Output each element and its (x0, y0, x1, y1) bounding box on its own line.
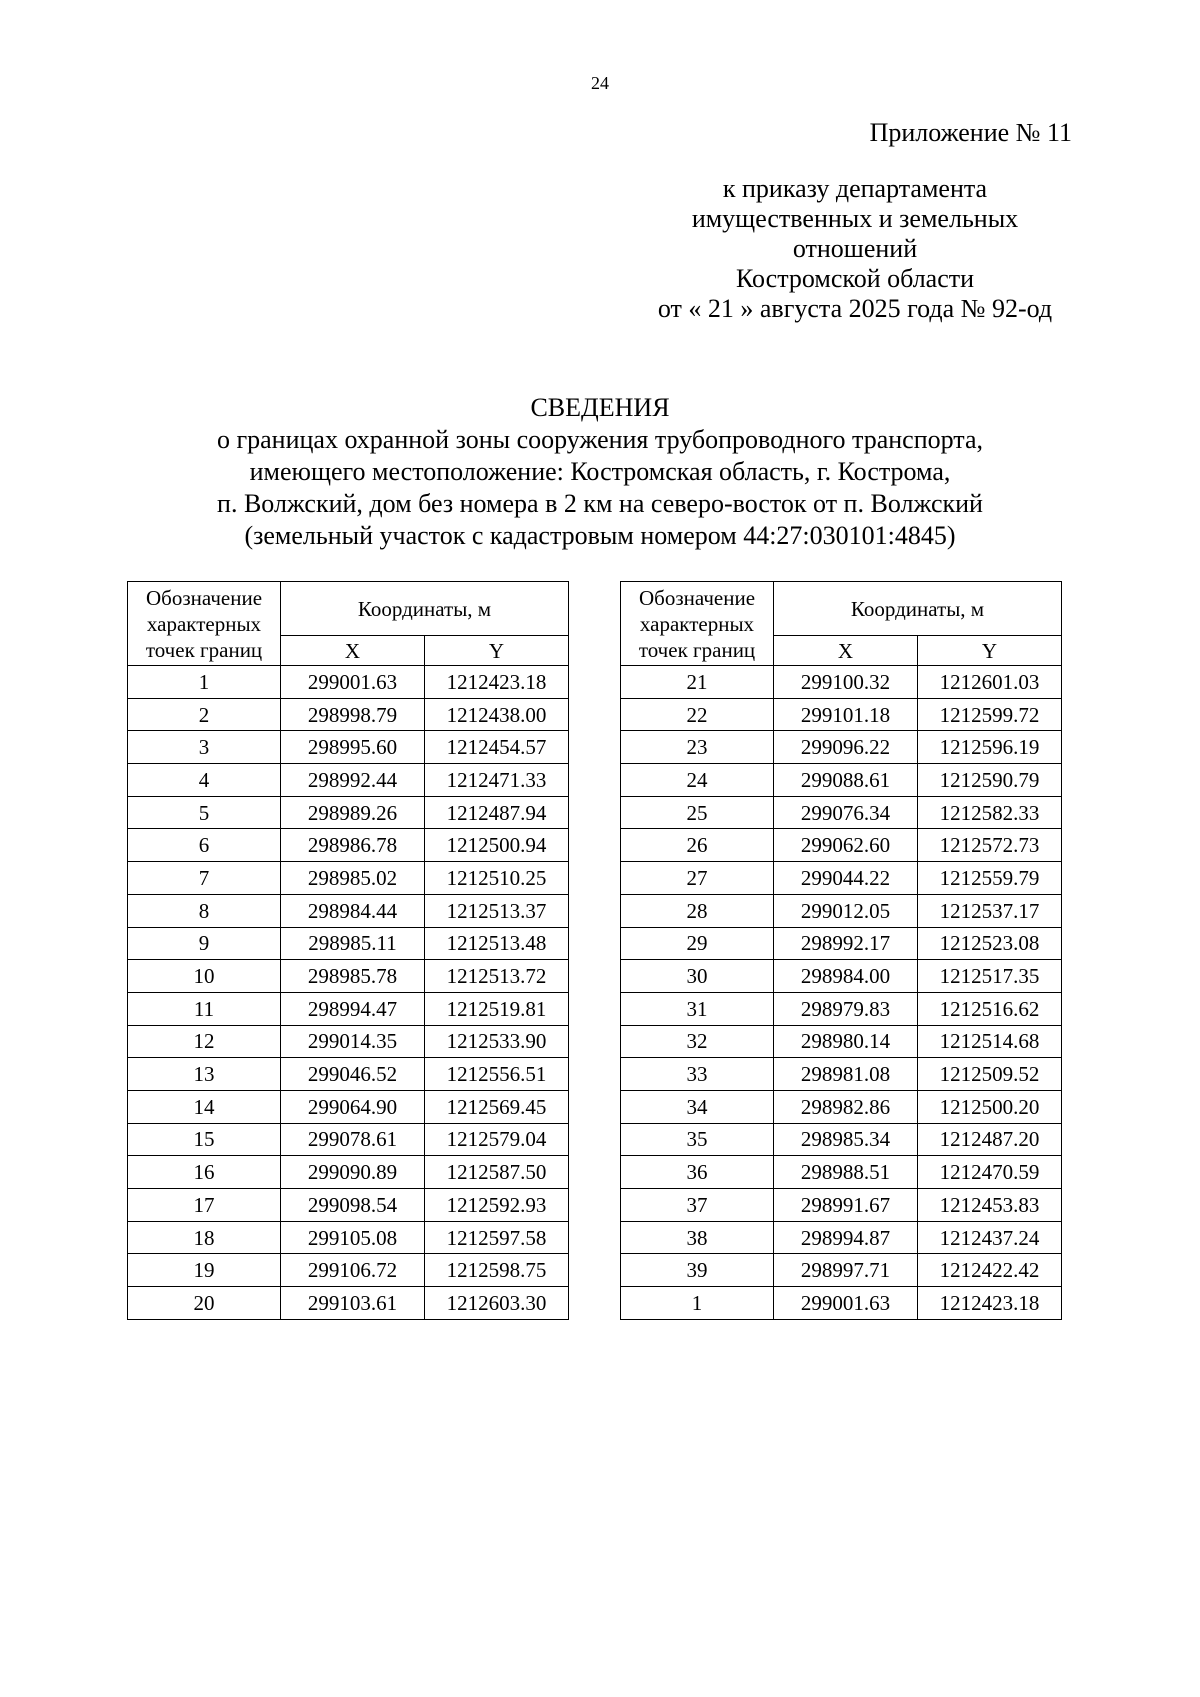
point-number-cell: 34 (621, 1090, 774, 1123)
point-number-cell: 36 (621, 1156, 774, 1189)
x-coordinate-cell: 299076.34 (774, 796, 918, 829)
table-row (128, 992, 569, 1025)
y-coordinate-cell: 1212572.73 (918, 829, 1062, 862)
y-coordinate-cell: 1212569.45 (425, 1090, 569, 1123)
table-row (621, 1221, 1062, 1254)
point-number-cell: 3 (128, 731, 281, 764)
y-coordinate-cell: 1212598.75 (425, 1254, 569, 1287)
x-coordinate-cell: 299064.90 (281, 1090, 425, 1123)
x-coordinate-cell: 299012.05 (774, 894, 918, 927)
y-coordinate-cell: 1212513.72 (425, 960, 569, 993)
point-number-cell: 15 (128, 1123, 281, 1156)
x-coordinate-cell: 298982.86 (774, 1090, 918, 1123)
x-coordinate-cell: 298994.87 (774, 1221, 918, 1254)
point-number-cell: 16 (128, 1156, 281, 1189)
order-reference (610, 174, 1100, 324)
y-coordinate-cell: 1212514.68 (918, 1025, 1062, 1058)
y-coordinate-cell: 1212601.03 (918, 666, 1062, 699)
table-row (128, 1221, 569, 1254)
point-number-cell: 17 (128, 1189, 281, 1222)
y-coordinate-cell: 1212587.50 (425, 1156, 569, 1189)
point-number-cell: 28 (621, 894, 774, 927)
point-number-cell: 32 (621, 1025, 774, 1058)
point-number-cell: 20 (128, 1287, 281, 1320)
point-number-cell: 1 (128, 666, 281, 699)
x-coordinate-cell: 299014.35 (281, 1025, 425, 1058)
point-number-cell: 11 (128, 992, 281, 1025)
y-coordinate-cell: 1212500.94 (425, 829, 569, 862)
coordinates-header: Координаты, м (774, 582, 1062, 636)
table-row (621, 1156, 1062, 1189)
y-coordinate-cell: 1212471.33 (425, 764, 569, 797)
order-ref-line: к приказу департамента (722, 174, 988, 203)
page-number: 24 (591, 73, 609, 93)
x-coordinate-cell: 298980.14 (774, 1025, 918, 1058)
x-coordinate-cell: 298985.34 (774, 1123, 918, 1156)
table-row (621, 1090, 1062, 1123)
y-coordinate-cell: 1212556.51 (425, 1058, 569, 1091)
point-number-cell: 31 (621, 992, 774, 1025)
table-row (621, 960, 1062, 993)
y-coordinate-cell: 1212519.81 (425, 992, 569, 1025)
table-row (128, 764, 569, 797)
x-header: X (281, 636, 425, 666)
point-number-cell: 29 (621, 927, 774, 960)
y-coordinate-cell: 1212592.93 (425, 1189, 569, 1222)
x-coordinate-cell: 299078.61 (281, 1123, 425, 1156)
y-header: Y (918, 636, 1062, 666)
x-coordinate-cell: 298985.02 (281, 862, 425, 895)
order-ref-line: отношений (792, 234, 918, 263)
x-coordinate-cell: 298994.47 (281, 992, 425, 1025)
heading-line: п. Волжский, дом без номера в 2 км на северо-восток от п. Волжский (217, 489, 983, 518)
table-row (128, 698, 569, 731)
table-row (621, 1254, 1062, 1287)
y-coordinate-cell: 1212422.42 (918, 1254, 1062, 1287)
y-coordinate-cell: 1212500.20 (918, 1090, 1062, 1123)
x-header: X (774, 636, 918, 666)
y-coordinate-cell: 1212590.79 (918, 764, 1062, 797)
table-row (128, 829, 569, 862)
table-row (621, 927, 1062, 960)
table-row (621, 764, 1062, 797)
point-number-cell: 7 (128, 862, 281, 895)
point-number-cell: 18 (128, 1221, 281, 1254)
x-coordinate-cell: 299090.89 (281, 1156, 425, 1189)
point-number-cell: 10 (128, 960, 281, 993)
y-coordinate-cell: 1212453.83 (918, 1189, 1062, 1222)
heading-line: о границах охранной зоны сооружения трубопроводного транспорта, (216, 425, 984, 454)
x-coordinate-cell: 299103.61 (281, 1287, 425, 1320)
x-coordinate-cell: 298992.44 (281, 764, 425, 797)
x-coordinate-cell: 298998.79 (281, 698, 425, 731)
x-coordinate-cell: 298985.11 (281, 927, 425, 960)
y-coordinate-cell: 1212487.94 (425, 796, 569, 829)
coordinates-table-left (127, 581, 569, 1320)
y-coordinate-cell: 1212513.37 (425, 894, 569, 927)
point-number-cell: 25 (621, 796, 774, 829)
y-coordinate-cell: 1212423.18 (425, 666, 569, 699)
y-coordinate-cell: 1212597.58 (425, 1221, 569, 1254)
point-number-cell: 30 (621, 960, 774, 993)
y-coordinate-cell: 1212599.72 (918, 698, 1062, 731)
x-coordinate-cell: 299106.72 (281, 1254, 425, 1287)
order-ref-line: Костромской области (735, 264, 975, 293)
appendix-title: Приложение № 11 (869, 118, 1072, 147)
table-row (621, 731, 1062, 764)
point-number-cell: 35 (621, 1123, 774, 1156)
table-row (128, 1090, 569, 1123)
point-number-cell: 13 (128, 1058, 281, 1091)
point-number-cell: 19 (128, 1254, 281, 1287)
point-number-cell: 9 (128, 927, 281, 960)
x-coordinate-cell: 298991.67 (774, 1189, 918, 1222)
table-row (128, 862, 569, 895)
y-coordinate-cell: 1212487.20 (918, 1123, 1062, 1156)
y-coordinate-cell: 1212510.25 (425, 862, 569, 895)
x-coordinate-cell: 299098.54 (281, 1189, 425, 1222)
heading-title: СВЕДЕНИЯ (530, 393, 670, 422)
table-row (621, 992, 1062, 1025)
x-coordinate-cell: 298984.00 (774, 960, 918, 993)
x-coordinate-cell: 298984.44 (281, 894, 425, 927)
point-number-cell: 2 (128, 698, 281, 731)
point-number-cell: 24 (621, 764, 774, 797)
x-coordinate-cell: 298988.51 (774, 1156, 918, 1189)
point-label-header: Обозначение характерных точек границ (621, 582, 774, 666)
table-row (621, 698, 1062, 731)
point-number-cell: 33 (621, 1058, 774, 1091)
y-coordinate-cell: 1212513.48 (425, 927, 569, 960)
table-row (128, 894, 569, 927)
order-ref-line: от « 21 » августа 2025 года № 92-од (657, 294, 1053, 323)
x-coordinate-cell: 298979.83 (774, 992, 918, 1025)
y-coordinate-cell: 1212603.30 (425, 1287, 569, 1320)
table-row (621, 796, 1062, 829)
point-number-cell: 6 (128, 829, 281, 862)
x-coordinate-cell: 299001.63 (774, 1287, 918, 1320)
table-row (621, 1123, 1062, 1156)
table-row (621, 829, 1062, 862)
table-row (621, 894, 1062, 927)
x-coordinate-cell: 298981.08 (774, 1058, 918, 1091)
y-coordinate-cell: 1212559.79 (918, 862, 1062, 895)
coordinates-header: Координаты, м (281, 582, 569, 636)
point-number-cell: 14 (128, 1090, 281, 1123)
table-row (128, 1156, 569, 1189)
x-coordinate-cell: 299100.32 (774, 666, 918, 699)
y-coordinate-cell: 1212533.90 (425, 1025, 569, 1058)
y-coordinate-cell: 1212517.35 (918, 960, 1062, 993)
y-coordinate-cell: 1212470.59 (918, 1156, 1062, 1189)
table-row (128, 1287, 569, 1320)
coordinates-table-right (620, 581, 1062, 1320)
x-coordinate-cell: 298986.78 (281, 829, 425, 862)
y-coordinate-cell: 1212438.00 (425, 698, 569, 731)
table-row (128, 960, 569, 993)
point-number-cell: 38 (621, 1221, 774, 1254)
x-coordinate-cell: 299096.22 (774, 731, 918, 764)
y-coordinate-cell: 1212437.24 (918, 1221, 1062, 1254)
heading-line: имеющего местоположение: Костромская область, г. Кострома, (249, 457, 951, 486)
table-row (621, 1058, 1062, 1091)
table-row (128, 927, 569, 960)
order-ref-line: имущественных и земельных (691, 204, 1019, 233)
point-number-cell: 23 (621, 731, 774, 764)
x-coordinate-cell: 298989.26 (281, 796, 425, 829)
x-coordinate-cell: 298992.17 (774, 927, 918, 960)
heading-line: (земельный участок с кадастровым номером 44:27:030101:4845) (244, 521, 956, 550)
y-coordinate-cell: 1212523.08 (918, 927, 1062, 960)
y-coordinate-cell: 1212582.33 (918, 796, 1062, 829)
table-row (621, 1287, 1062, 1320)
x-coordinate-cell: 299101.18 (774, 698, 918, 731)
x-coordinate-cell: 299001.63 (281, 666, 425, 699)
point-number-cell: 26 (621, 829, 774, 862)
table-row (621, 1189, 1062, 1222)
document-heading (0, 392, 1200, 552)
y-coordinate-cell: 1212509.52 (918, 1058, 1062, 1091)
point-number-cell: 8 (128, 894, 281, 927)
table-row (128, 796, 569, 829)
y-coordinate-cell: 1212537.17 (918, 894, 1062, 927)
point-number-cell: 1 (621, 1287, 774, 1320)
point-number-cell: 22 (621, 698, 774, 731)
x-coordinate-cell: 298997.71 (774, 1254, 918, 1287)
point-number-cell: 12 (128, 1025, 281, 1058)
point-number-cell: 5 (128, 796, 281, 829)
table-row (128, 731, 569, 764)
y-header: Y (425, 636, 569, 666)
y-coordinate-cell: 1212516.62 (918, 992, 1062, 1025)
x-coordinate-cell: 299046.52 (281, 1058, 425, 1091)
point-number-cell: 4 (128, 764, 281, 797)
x-coordinate-cell: 299044.22 (774, 862, 918, 895)
y-coordinate-cell: 1212423.18 (918, 1287, 1062, 1320)
table-row (128, 1189, 569, 1222)
x-coordinate-cell: 299062.60 (774, 829, 918, 862)
table-row (621, 1025, 1062, 1058)
x-coordinate-cell: 298995.60 (281, 731, 425, 764)
point-number-cell: 21 (621, 666, 774, 699)
y-coordinate-cell: 1212579.04 (425, 1123, 569, 1156)
table-row (621, 666, 1062, 699)
x-coordinate-cell: 299088.61 (774, 764, 918, 797)
table-row (128, 666, 569, 699)
x-coordinate-cell: 299105.08 (281, 1221, 425, 1254)
table-row (128, 1025, 569, 1058)
table-row (128, 1058, 569, 1091)
table-row (128, 1254, 569, 1287)
point-number-cell: 37 (621, 1189, 774, 1222)
table-row (621, 862, 1062, 895)
table-row (128, 1123, 569, 1156)
x-coordinate-cell: 298985.78 (281, 960, 425, 993)
y-coordinate-cell: 1212454.57 (425, 731, 569, 764)
y-coordinate-cell: 1212596.19 (918, 731, 1062, 764)
point-number-cell: 27 (621, 862, 774, 895)
point-number-cell: 39 (621, 1254, 774, 1287)
point-label-header: Обозначение характерных точек границ (128, 582, 281, 666)
